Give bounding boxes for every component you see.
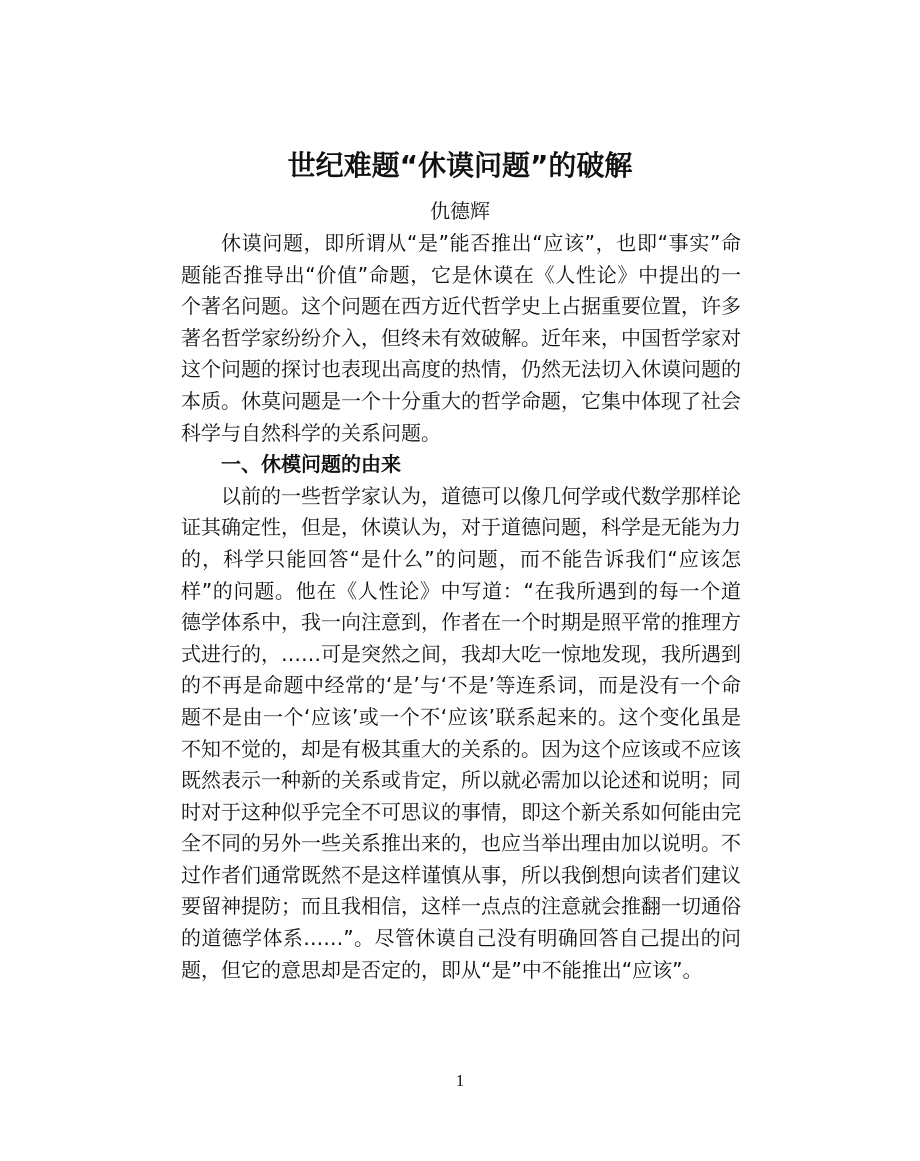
document-body — [181, 228, 741, 986]
page-number: 1 — [455, 1071, 465, 1090]
document-title: 世纪难题“休谟问题”的破解 — [287, 149, 633, 182]
section-heading: 一、休模问题的由来 — [221, 452, 401, 477]
intro-paragraph: 休谟问题，即所谓从“是”能否推出“应该”，也即“事实”命题能否推导出“价值”命题，它是休谟在《人性论》中提出的一个著名问题。这个问题在西方近代哲学史上占据重要位置，许多著名哲学家纷纷介入，但终未有效破解。近年来，中国哲学家对这个问题的探讨也表现出高度的热情，仍然无法切入休谟问题的本质。休莫问题是一个十分重大的哲学命题，它集中体现了社会科学与自然科学的关系问题。 — [181, 231, 741, 445]
section-paragraph: 以前的一些哲学家认为，道德可以像几何学或代数学那样论证其确定性，但是，休谟认为，对于道德问题，科学是无能为力的，科学只能回答“是什么”的问题，而不能告诉我们“应该怎样”的问题。他在《人性论》中写道：“在我所遇到的每一个道德学体系中，我一向注意到，作者在一个时期是照平常的推理方式进行的，……可是突然之间，我却大吃一惊地发现，我所遇到的不再是命题中经常的‘是’与‘不是’等连系词，而是没有一个命题不是由一个‘应该’或一个不‘应该’联系起来的。这个变化虽是不知不觉的，却是有极其重大的关系的。因为这个应该或不应该既然表示一种新的关系或肯定，所以就必需加以论述和说明；同时对于这种似乎完全不可思议的事情，即这个新关系如何能由完全不同的另外一些关系推出来的，也应当举出理由加以说明。不过作者们通常既然不是这样谨慎从事，所以我倒想向读者们建议要留神提防；而且我相信，这样一点点的注意就会推翻一切通俗的道德学体系……”。尽管休谟自己没有明确回答自己提出的问题，但它的意思却是否定的，即从“是”中不能推出“应该”。 — [181, 483, 741, 982]
author-name: 仇德辉 — [430, 199, 490, 223]
